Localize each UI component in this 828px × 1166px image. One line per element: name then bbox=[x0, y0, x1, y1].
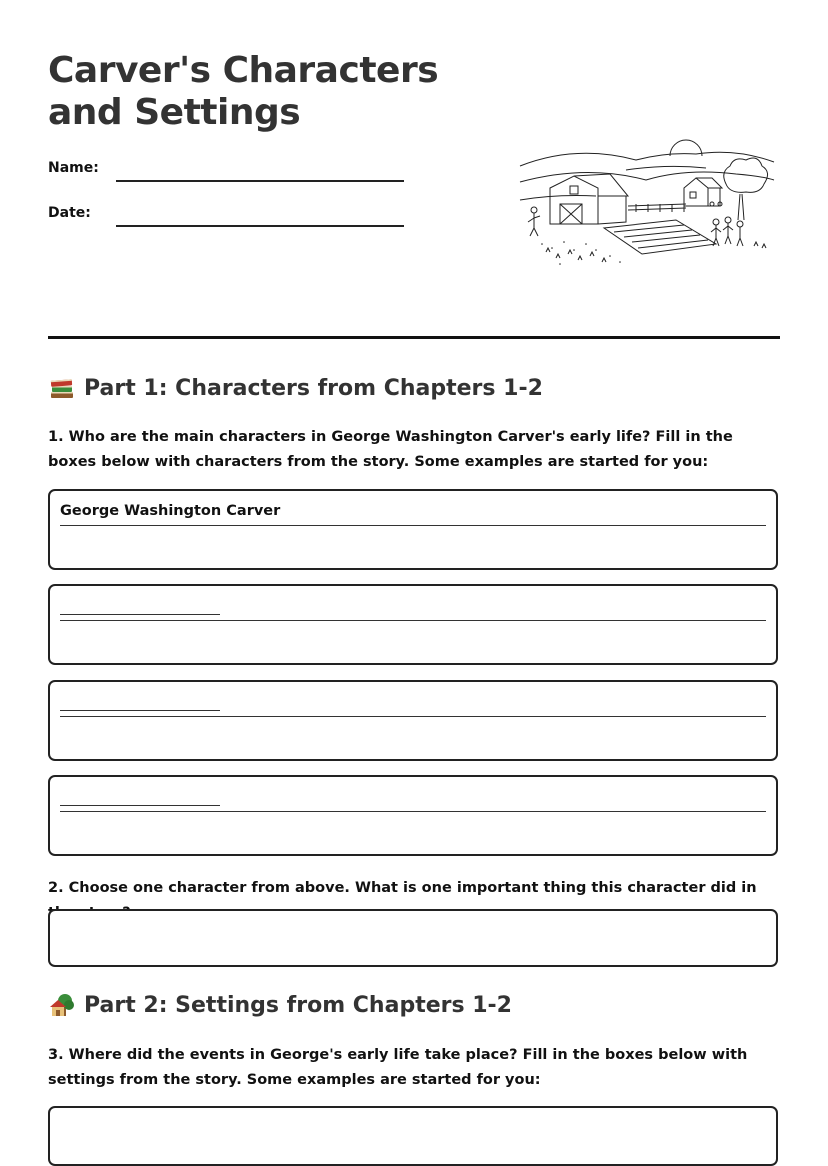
question-1: 1. Who are the main characters in George Washington Carver's early life? Fill in the boxes below with characters from the story. Some examples are started for you: bbox=[48, 429, 733, 470]
setting-box-1[interactable] bbox=[48, 1106, 778, 1166]
part1-heading-text: Part 1: Characters from Chapters 1-2 bbox=[84, 375, 543, 401]
section-divider bbox=[48, 336, 780, 339]
character-name-blank[interactable] bbox=[60, 614, 220, 615]
question-2: 2. Choose one character from above. What is one important thing this character did in bbox=[48, 880, 757, 896]
part2-heading-text: Part 2: Settings from Chapters 1-2 bbox=[84, 992, 512, 1018]
house-with-tree-icon bbox=[48, 991, 76, 1019]
character-name-blank[interactable] bbox=[60, 710, 220, 711]
character-name-blank[interactable] bbox=[60, 805, 220, 806]
character-box-2[interactable] bbox=[48, 584, 778, 665]
character-box-4[interactable] bbox=[48, 775, 778, 856]
name-label: Name: bbox=[48, 160, 99, 176]
character-name-line bbox=[60, 716, 766, 717]
character-name-line bbox=[60, 525, 766, 526]
date-label: Date: bbox=[48, 205, 91, 221]
part1-heading bbox=[48, 374, 543, 402]
question-3: 3. Where did the events in George's early life take place? Fill in the boxes below with settings from the story. Some examples are started for you: bbox=[48, 1047, 748, 1088]
character-box-3[interactable] bbox=[48, 680, 778, 761]
answer-box-2[interactable] bbox=[48, 909, 778, 967]
books-icon bbox=[48, 374, 76, 402]
part2-heading bbox=[48, 991, 512, 1019]
date-field[interactable] bbox=[116, 225, 404, 227]
character-name-line bbox=[60, 620, 766, 621]
character-name-line bbox=[60, 811, 766, 812]
page-title: Carver's Characters and Settings bbox=[48, 50, 439, 133]
character-name: George Washington Carver bbox=[60, 503, 281, 519]
farm-scene-illustration bbox=[516, 124, 776, 274]
name-field[interactable] bbox=[116, 180, 404, 182]
character-box-1[interactable] bbox=[48, 489, 778, 570]
